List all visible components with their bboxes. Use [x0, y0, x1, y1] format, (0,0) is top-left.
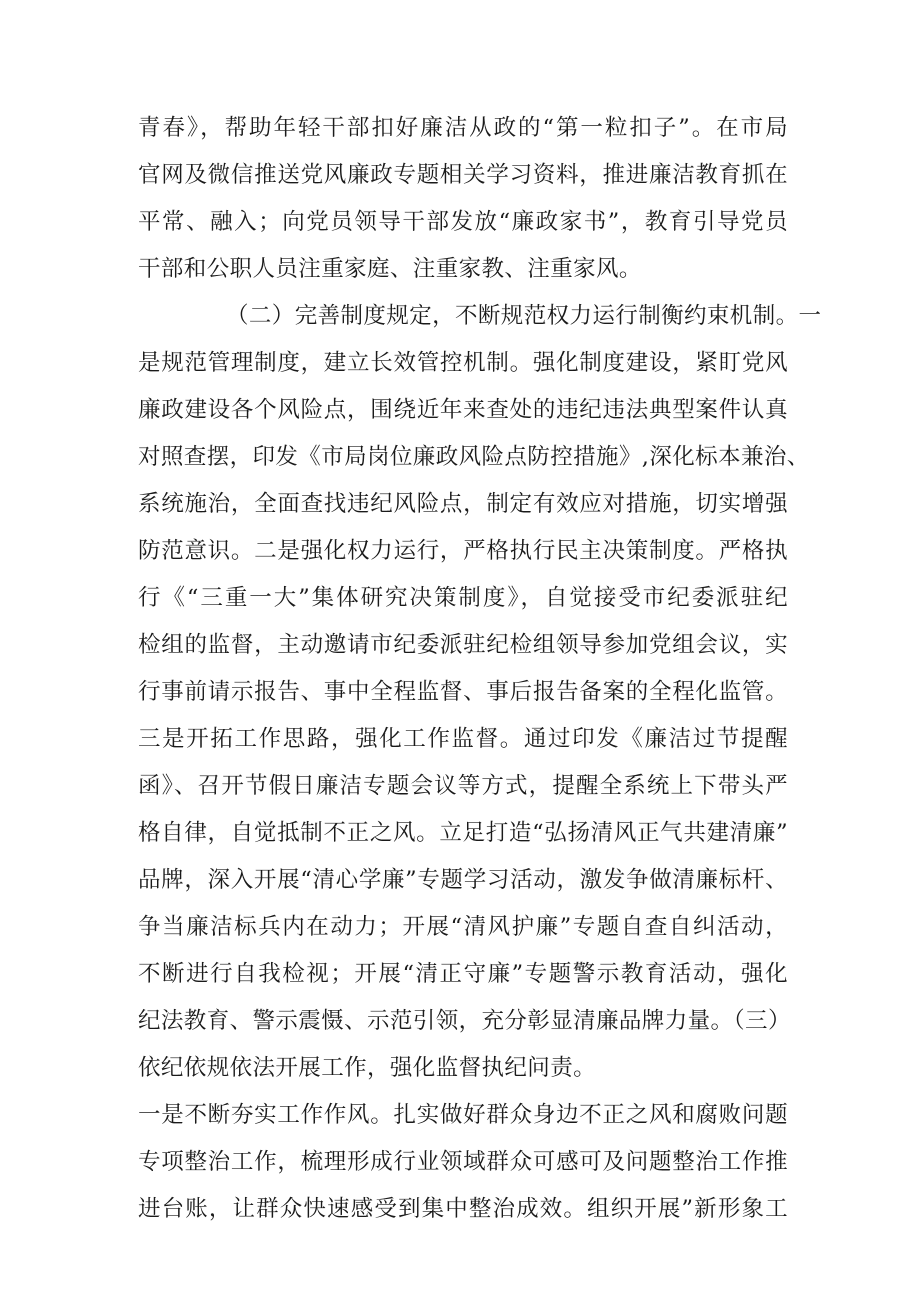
text-line: 对照查摆，印发《市局岗位廉政风险点防控措施》,深化标本兼治、 — [138, 444, 810, 470]
text-line: 平常、融入；向党员领导干部发放“廉政家书”，教育引导党员 — [138, 209, 788, 235]
text-line: 干部和公职人员注重家庭、注重家教、注重家风。 — [138, 256, 642, 282]
text-line: 争当廉洁标兵内在动力；开展“清风护廉”专题自查自纠活动， — [138, 914, 788, 940]
text-line: 格自律，自觉抵制不正之风。立足打造“弘扬清风正气共建清廉” — [138, 820, 788, 846]
text-line: 青春》，帮助年轻干部扣好廉洁从政的“第一粒扣子”。在市局 — [138, 115, 788, 141]
text-line: 官网及微信推送党风廉政专题相关学习资料，推进廉洁教育抓在 — [138, 162, 788, 188]
text-line: 防范意识。二是强化权力运行，严格执行民主决策制度。严格执 — [138, 538, 788, 564]
text-line: 一是不断夯实工作作风。扎实做好群众身边不正之风和腐败问题 — [138, 1102, 788, 1128]
text-line: 检组的监督，主动邀请市纪委派驻纪检组领导参加党组会议，实 — [138, 632, 788, 658]
text-line: 专项整治工作，梳理形成行业领域群众可感可及问题整治工作推 — [138, 1149, 788, 1175]
text-line: 品牌，深入开展“清心学廉”专题学习活动，激发争做清廉标杆、 — [138, 867, 788, 893]
text-line: 系统施治，全面查找违纪风险点，制定有效应对措施，切实增强 — [138, 491, 788, 517]
text-line: 函》、召开节假日廉洁专题会议等方式，提醒全系统上下带头严 — [138, 773, 788, 799]
text-line: 进台账，让群众快速感受到集中整治成效。组织开展”新形象工 — [138, 1196, 788, 1222]
text-line: 是规范管理制度，建立长效管控机制。强化制度建设，紧盯党风 — [138, 350, 788, 376]
text-line: 三是开拓工作思路，强化工作监督。通过印发《廉洁过节提醒 — [138, 726, 788, 752]
body-text — [138, 105, 822, 1233]
text-line: 不断进行自我检视；开展“清正守廉”专题警示教育活动，强化 — [138, 961, 788, 987]
text-line: 纪法教育、警示震慑、示范引领，充分彰显清廉品牌力量。（三） — [138, 1008, 791, 1034]
text-line: 依纪依规依法开展工作，强化监督执纪问责。 — [138, 1055, 597, 1081]
text-line: 廉政建设各个风险点，围绕近年来查处的违纪违法典型案件认真 — [138, 397, 788, 423]
text-line: 行《“三重一大”集体研究决策制度》，自觉接受市纪委派驻纪 — [138, 585, 788, 611]
text-line: 行事前请示报告、事中全程监督、事后报告备案的全程化监管。 — [138, 679, 788, 705]
text-line: （二）完善制度规定，不断规范权力运行制衡约束机制。一 — [226, 303, 822, 329]
